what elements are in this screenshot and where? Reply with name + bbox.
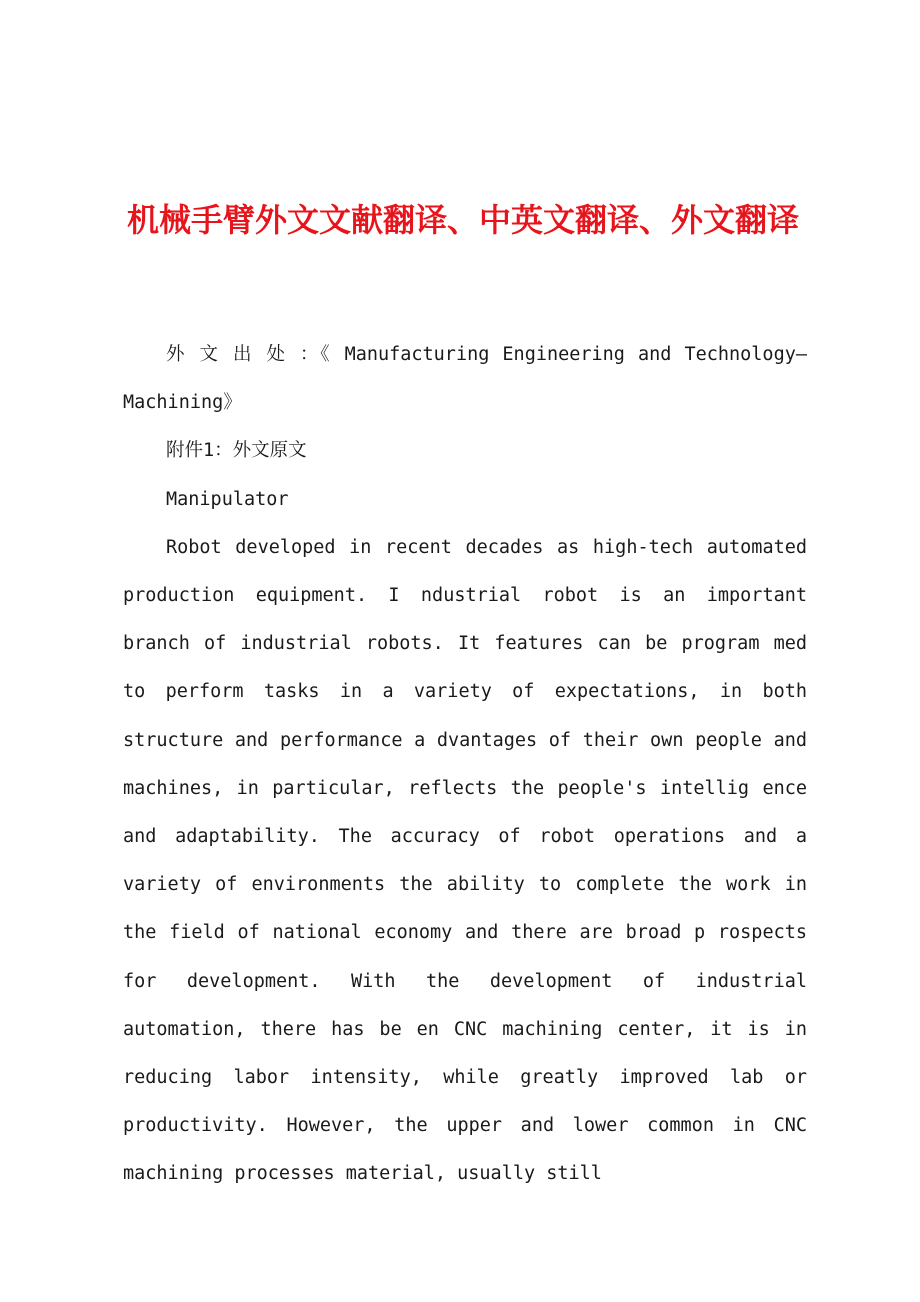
section-heading: Manipulator	[166, 488, 289, 510]
document-title: 机械手臂外文文献翻译、中英文翻译、外文翻译	[126, 201, 799, 239]
document-body	[123, 331, 807, 1199]
attachment-label: 附件1：外文原文	[166, 440, 307, 462]
source-citation: 外 文 出 处 ：《 Manufacturing Engineering and Technology—Machining》	[123, 344, 807, 414]
body-paragraph: Robot developed in recent decades as high-tech automated production equipment. I ndustrial robot is an important branch of industrial robots. It features can be program med to perform tasks in a variety of expectations, in both structure and performance a dvantages of their own people and machines, in particular, reflects the people's intellig ence and adaptability. The accuracy of robot operations and a variety of environments the ability to complete the work in the field of national economy and there are broad p rospects for development. With the development of industrial automation, there has be en CNC machining center, it is in reducing labor intensity, while greatly improved lab or productivity. However, the upper and lower common in CNC machining processes material, usually still	[123, 536, 807, 1185]
